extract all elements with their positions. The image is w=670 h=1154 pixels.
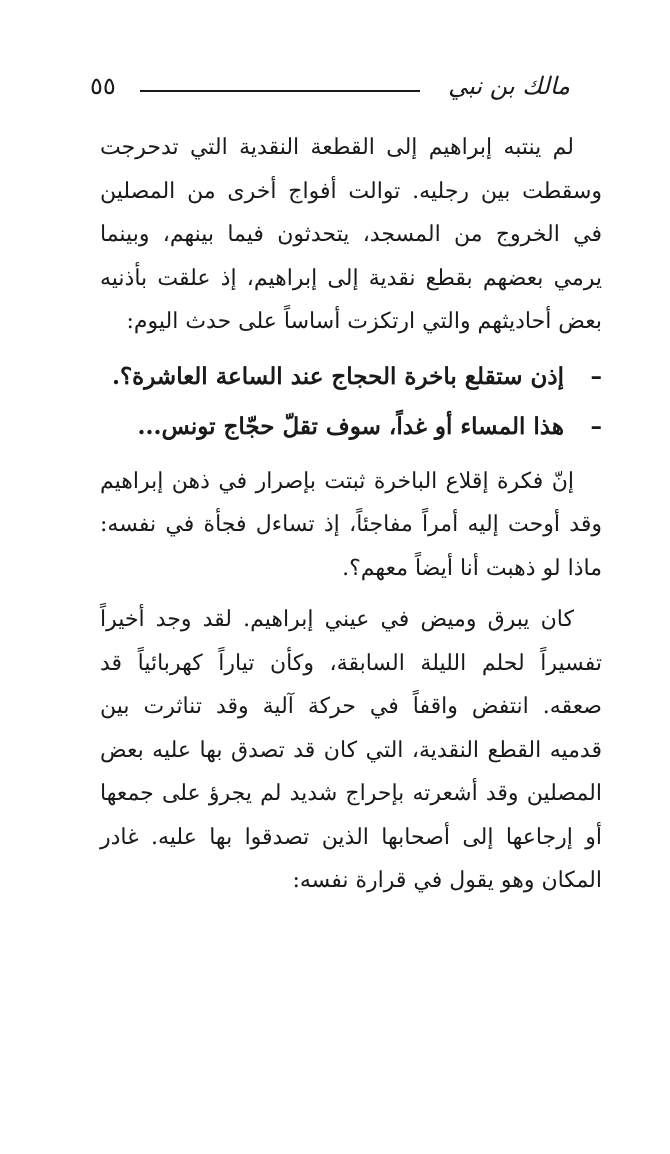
dialog-text-2: هذا المساء أو غداً، سوف تقلّ حجّاج تونس... <box>137 412 564 440</box>
paragraph-3: كان يبرق وميض في عيني إبراهيم. لقد وجد أخيراً تفسيراً لحلم الليلة السابقة، وكأن تياراً كهربائياً قد صعقه. انتفض واقفاً في حركة آلية وقد تناثرت بين قدميه القطع النقدية، التي كان قد تصدق بها عليه بعض المصلين وقد أشعرته بإحراج شديد لم يجرؤ على جمعها أو إرجاعها إلى أصحابها الذين تصدقوا بها عليه. غادر المكان وهو يقول في قرارة نفسه: <box>100 607 602 893</box>
dialog-line-2 <box>100 402 602 452</box>
running-title: مالك بن نبي <box>448 72 570 100</box>
paragraph-1: لم ينتبه إبراهيم إلى القطعة النقدية التي تدحرجت وسقطت بين رجليه. توالت أفواج أخرى من المصلين في الخروج من المسجد، يتحدثون فيما بينهم، وبينما يرمي بعضهم بقطع نقدية إلى إبراهيم، إذ علقت بأذنيه بعض أحاديثهم والتي ارتكزت أساساً على حدث اليوم: <box>100 135 602 334</box>
page-header <box>90 68 570 108</box>
spacer <box>100 344 602 352</box>
paragraph-2: إنّ فكرة إقلاع الباخرة ثبتت بإصرار في ذهن إبراهيم وقد أوحت إليه أمراً مفاجئاً، إذ تساءل فجأة في نفسه: ماذا لو ذهبت أنا أيضاً معهم؟. <box>100 468 602 581</box>
body-text <box>100 126 602 903</box>
dialog-line-1 <box>100 352 602 402</box>
dialog-dash: – <box>590 362 602 390</box>
dialog-dash: – <box>590 412 602 440</box>
spacer <box>100 590 602 598</box>
page-number: ٥٥ <box>90 72 116 100</box>
header-rule <box>140 90 420 92</box>
dialog-text-1: إذن ستقلع باخرة الحجاج عند الساعة العاشرة؟. <box>111 362 564 390</box>
spacer <box>100 452 602 460</box>
